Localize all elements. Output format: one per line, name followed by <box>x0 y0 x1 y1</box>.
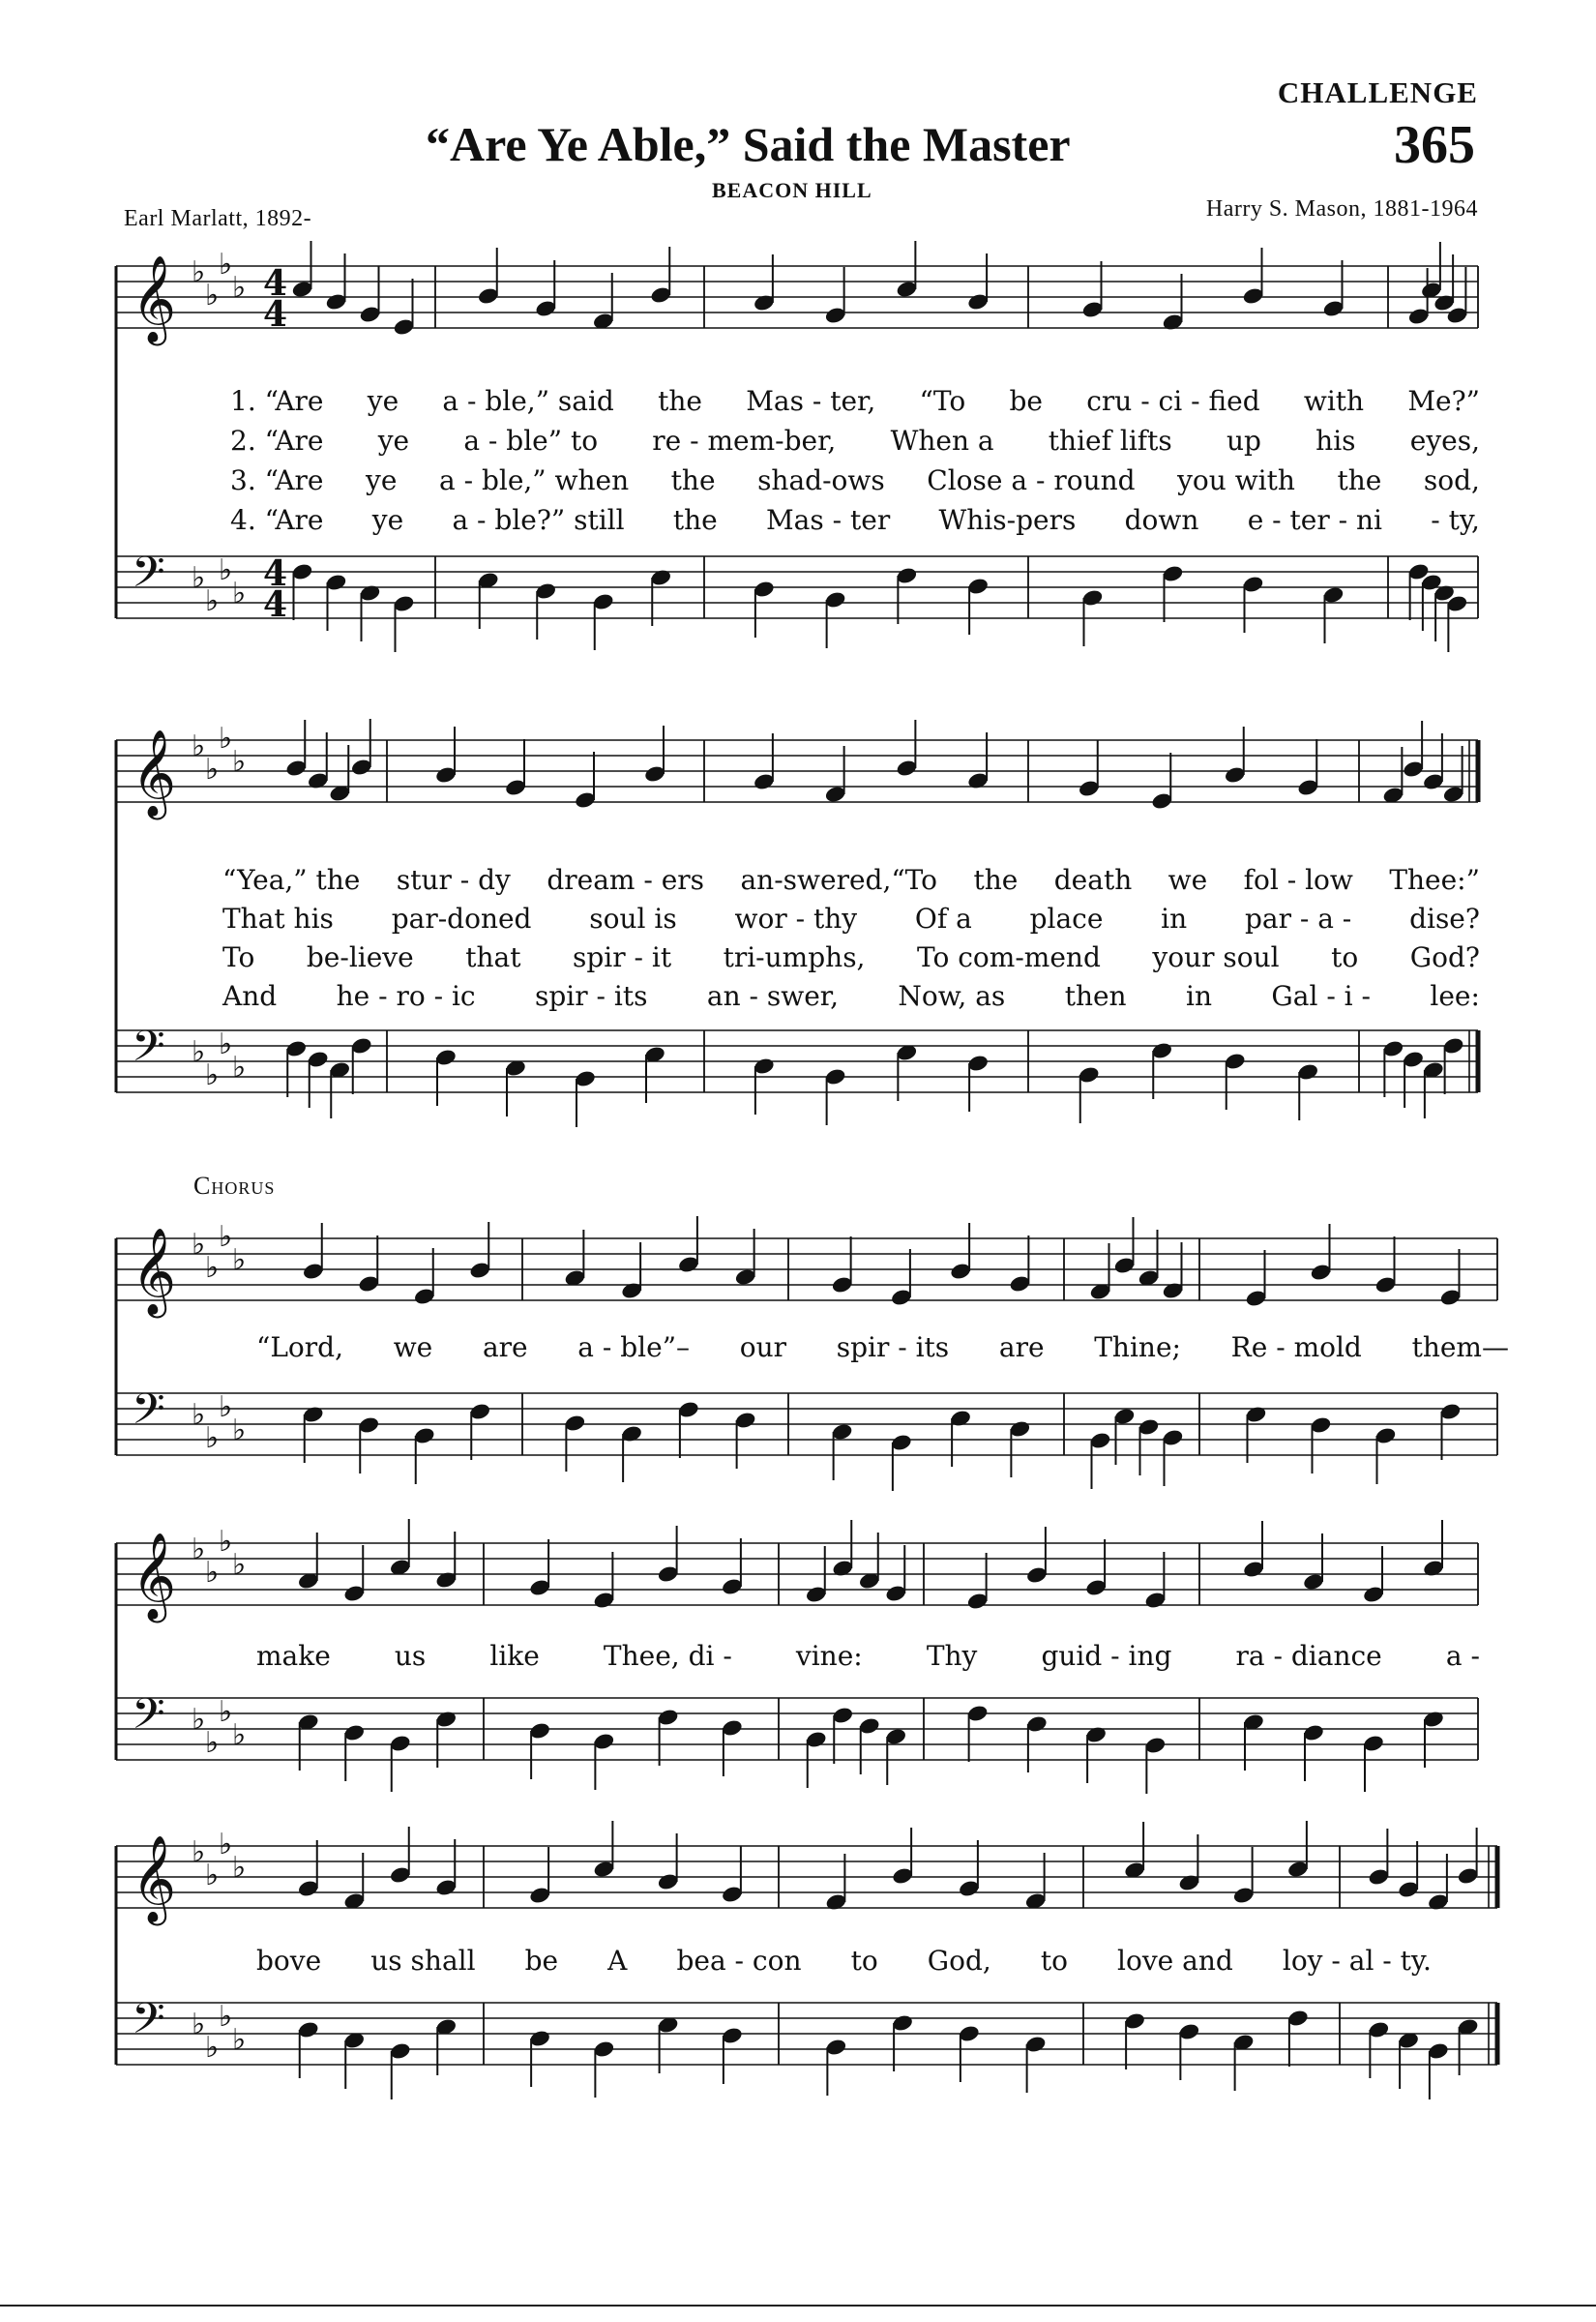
lyric-word: e - ter - ni <box>1247 504 1382 536</box>
lyric-word: ye <box>377 425 410 457</box>
flat-sign-icon: ♭ <box>192 729 206 763</box>
verse-1-line-a <box>230 385 1480 417</box>
lyric-word: stur - dy <box>396 864 511 896</box>
lyric-word: ye <box>366 464 398 496</box>
lyric-word: bove <box>256 1945 322 1977</box>
lyric-word: 2. “Are <box>230 425 324 457</box>
flat-sign-icon: ♭ <box>192 1228 206 1262</box>
lyric-word: shad-ows <box>757 464 885 496</box>
lyric-word: the <box>670 464 716 496</box>
lyric-word: That his <box>222 903 334 935</box>
verse-3-line-a <box>230 464 1480 496</box>
lyric-word: be <box>1009 385 1043 417</box>
chorus-line-1 <box>256 1331 1509 1363</box>
flat-sign-icon: ♭ <box>192 1835 206 1869</box>
lyric-word: God? <box>1409 941 1480 973</box>
time-signature-digit: 4 <box>263 294 288 335</box>
treble-clef-icon: 𝄞 <box>132 1533 177 1620</box>
lyric-word: in <box>1186 980 1212 1012</box>
lyric-word: guid - ing <box>1041 1640 1172 1672</box>
lyric-word: 4. “Are <box>230 504 324 536</box>
flat-sign-icon: ♭ <box>232 1051 247 1085</box>
flat-sign-icon: ♭ <box>232 577 247 610</box>
flat-sign-icon: ♭ <box>219 1525 233 1559</box>
lyric-word: loy - al - ty. <box>1282 1945 1432 1977</box>
lyric-word: eyes, <box>1409 425 1480 457</box>
lyric-word: you with <box>1177 464 1295 496</box>
lyric-word: re - mem-ber, <box>652 425 837 457</box>
music-composer: Harry S. Mason, 1881-1964 <box>1205 196 1478 222</box>
lyric-word: cru - ci - fied <box>1086 385 1260 417</box>
lyric-word: a - <box>1445 1640 1480 1672</box>
lyric-word: Close a - round <box>927 464 1136 496</box>
lyric-word: place <box>1029 903 1104 935</box>
lyric-word: Thine; <box>1094 1331 1181 1363</box>
lyric-word: To com-mend <box>916 941 1101 973</box>
flat-sign-icon: ♭ <box>232 1718 247 1752</box>
chorus-line-2 <box>256 1640 1480 1672</box>
lyric-word: tri-umphs, <box>723 941 866 973</box>
lyric-word: To <box>222 941 255 973</box>
flat-sign-icon: ♭ <box>205 753 220 787</box>
verse-1-line-b <box>222 864 1480 896</box>
lyric-word: them— <box>1411 1331 1509 1363</box>
hymn-number: 365 <box>1394 115 1475 175</box>
lyric-word: “Lord, <box>256 1331 343 1363</box>
flat-sign-icon: ♭ <box>205 584 220 618</box>
treble-clef-icon: 𝄞 <box>132 1835 177 1922</box>
lyric-word: par-doned <box>391 903 532 935</box>
lyric-word: like <box>489 1640 540 1672</box>
lyric-word: we <box>393 1331 433 1363</box>
verse-3-line-b <box>222 941 1480 973</box>
verse-2-line-a <box>230 425 1480 457</box>
flat-sign-icon: ♭ <box>219 1828 233 1861</box>
flat-sign-icon: ♭ <box>205 2031 220 2065</box>
flat-sign-icon: ♭ <box>232 745 247 779</box>
lyric-word: to <box>1331 941 1359 973</box>
flat-sign-icon: ♭ <box>219 1390 233 1424</box>
lyric-word: a - ble”– <box>577 1331 691 1363</box>
flat-sign-icon: ♭ <box>219 1220 233 1254</box>
tune-name: BEACON HILL <box>712 178 872 202</box>
lyric-word: dise? <box>1409 903 1480 935</box>
lyric-word: us <box>394 1640 427 1672</box>
bass-clef-icon: 𝄢 <box>132 1021 165 1082</box>
lyric-word: are <box>998 1331 1045 1363</box>
lyric-word: A <box>607 1945 628 1977</box>
lyric-word: us shall <box>370 1945 476 1977</box>
lyric-word: par - a - <box>1244 903 1352 935</box>
lyric-word: When a <box>890 425 994 457</box>
text-author: Earl Marlatt, 1892- <box>124 206 312 231</box>
lyric-word: the <box>973 864 1019 896</box>
lyric-word: be-lieve <box>306 941 414 973</box>
flat-sign-icon: ♭ <box>232 1851 247 1885</box>
lyric-word: dream - ers <box>547 864 705 896</box>
lyric-word: to <box>850 1945 878 1977</box>
treble-clef-icon: 𝄞 <box>132 729 177 817</box>
lyric-word: - ty, <box>1431 504 1480 536</box>
flat-sign-icon: ♭ <box>192 2008 206 2041</box>
bass-clef-icon: 𝄢 <box>132 1688 165 1749</box>
lyric-word: spir - its <box>836 1331 950 1363</box>
lyric-word: Mas - ter <box>766 504 891 536</box>
lyric-word: fol - low <box>1243 864 1353 896</box>
time-signature-digit: 4 <box>263 553 288 594</box>
treble-clef-icon: 𝄞 <box>132 1228 177 1315</box>
treble-clef-icon: 𝄞 <box>132 255 177 342</box>
lyric-word: his <box>1315 425 1356 457</box>
lyric-word: the <box>658 385 702 417</box>
lyric-word: Re - mold <box>1230 1331 1362 1363</box>
flat-sign-icon: ♭ <box>205 1421 220 1455</box>
lyric-word: an-swered,“To <box>740 864 938 896</box>
lyric-word: God, <box>927 1945 991 1977</box>
flat-sign-icon: ♭ <box>219 2000 233 2034</box>
lyric-word: soul is <box>589 903 677 935</box>
lyric-word: the <box>1337 464 1382 496</box>
lyric-word: Gal - i - <box>1271 980 1371 1012</box>
lyric-word: up <box>1226 425 1261 457</box>
lyric-word: death <box>1053 864 1133 896</box>
lyric-word: make <box>256 1640 331 1672</box>
lyric-word: Now, as <box>898 980 1006 1012</box>
flat-sign-icon: ♭ <box>232 1243 247 1277</box>
lyric-word: lee: <box>1430 980 1480 1012</box>
flat-sign-icon: ♭ <box>205 1251 220 1285</box>
lyric-word: a - ble,” said <box>442 385 614 417</box>
time-signature-digit: 4 <box>263 584 288 625</box>
verse-4-line-b <box>222 980 1480 1012</box>
lyric-word: vine: <box>795 1640 863 1672</box>
lyric-word: spir - it <box>572 941 672 973</box>
flat-sign-icon: ♭ <box>232 1548 247 1582</box>
lyric-word: Of a <box>914 903 972 935</box>
lyric-word: sod, <box>1423 464 1480 496</box>
lyric-word: he - ro - ic <box>336 980 476 1012</box>
lyric-word: thief lifts <box>1048 425 1172 457</box>
lyric-word: love and <box>1117 1945 1233 1977</box>
flat-sign-icon: ♭ <box>232 271 247 305</box>
lyric-word: 3. “Are <box>230 464 324 496</box>
flat-sign-icon: ♭ <box>192 1533 206 1566</box>
flat-sign-icon: ♭ <box>219 1695 233 1729</box>
lyric-word: Thee, di - <box>603 1640 732 1672</box>
lyric-word: we <box>1167 864 1208 896</box>
hymn-category: CHALLENGE <box>1277 75 1478 109</box>
lyric-word: a - ble?” still <box>452 504 625 536</box>
lyric-word: Thy <box>926 1640 978 1672</box>
flat-sign-icon: ♭ <box>219 722 233 756</box>
flat-sign-icon: ♭ <box>192 255 206 289</box>
lyric-word: And <box>222 980 278 1012</box>
bass-clef-icon: 𝄢 <box>132 1993 165 2054</box>
lyric-word: a - ble” to <box>463 425 599 457</box>
lyric-word: ye <box>371 504 404 536</box>
flat-sign-icon: ♭ <box>232 2023 247 2057</box>
lyric-word: ye <box>367 385 399 417</box>
lyric-word: 1. “Are <box>230 385 324 417</box>
chorus-line-3 <box>256 1945 1432 1977</box>
lyric-word: spir - its <box>535 980 648 1012</box>
lyric-word: an - swer, <box>706 980 840 1012</box>
lyric-word: a - ble,” when <box>438 464 630 496</box>
flat-sign-icon: ♭ <box>205 1859 220 1892</box>
lyric-word: down <box>1124 504 1199 536</box>
flat-sign-icon: ♭ <box>219 553 233 587</box>
flat-sign-icon: ♭ <box>192 1703 206 1737</box>
bass-clef-icon: 𝄢 <box>132 547 165 608</box>
lyric-word: the <box>672 504 718 536</box>
lyric-word: in <box>1161 903 1188 935</box>
flat-sign-icon: ♭ <box>205 1556 220 1590</box>
hymn-title: “Are Ye Able,” Said the Master <box>426 117 1071 171</box>
lyric-word: bea - con <box>676 1945 802 1977</box>
lyric-word: with <box>1303 385 1365 417</box>
lyric-word: ra - diance <box>1235 1640 1382 1672</box>
time-signature-digit: 4 <box>263 263 288 304</box>
bass-clef-icon: 𝄢 <box>132 1384 165 1444</box>
lyric-word: Mas - ter, <box>746 385 876 417</box>
flat-sign-icon: ♭ <box>219 248 233 282</box>
lyric-word: wor - thy <box>734 903 858 935</box>
lyric-word: Me?” <box>1407 385 1480 417</box>
verse-4-line-a <box>230 504 1480 536</box>
page-bottom-rule <box>0 2305 1596 2307</box>
flat-sign-icon: ♭ <box>232 1414 247 1447</box>
lyric-word: Thee:” <box>1389 864 1480 896</box>
flat-sign-icon: ♭ <box>192 1398 206 1432</box>
chorus-label: Chorus <box>193 1172 276 1200</box>
lyric-word: are <box>482 1331 528 1363</box>
lyric-word: to <box>1040 1945 1068 1977</box>
flat-sign-icon: ♭ <box>205 279 220 313</box>
lyric-word: “To <box>919 385 966 417</box>
flat-sign-icon: ♭ <box>205 1726 220 1760</box>
lyric-word: our <box>739 1331 786 1363</box>
lyric-word: “Yea,” the <box>222 864 361 896</box>
flat-sign-icon: ♭ <box>219 1027 233 1061</box>
flat-sign-icon: ♭ <box>205 1058 220 1092</box>
lyric-word: that <box>465 941 521 973</box>
lyric-word: then <box>1064 980 1127 1012</box>
flat-sign-icon: ♭ <box>192 561 206 595</box>
lyric-word: Whis-pers <box>938 504 1077 536</box>
lyric-word: be <box>524 1945 559 1977</box>
flat-sign-icon: ♭ <box>192 1035 206 1069</box>
verse-2-line-b <box>222 903 1480 935</box>
lyric-word: your soul <box>1152 941 1280 973</box>
